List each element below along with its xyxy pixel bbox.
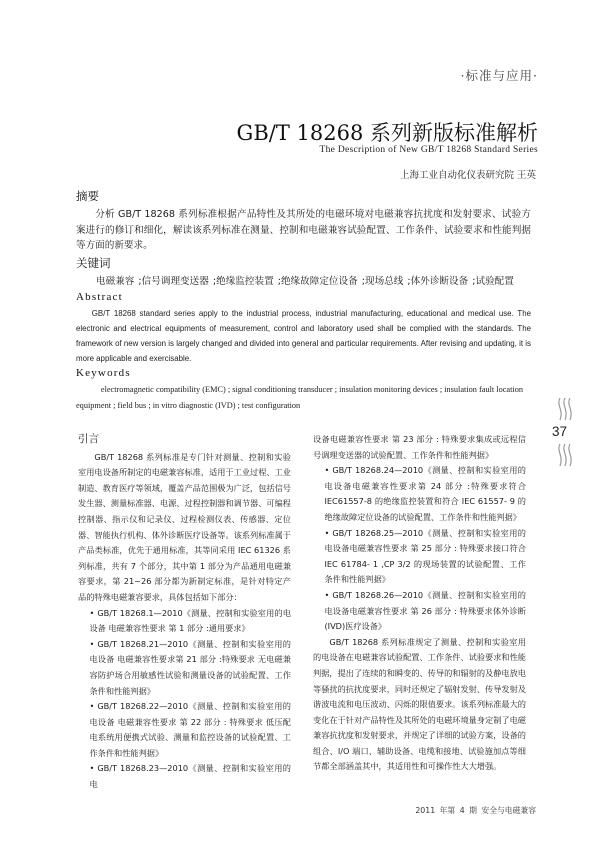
list-item: • GB/T 18268.1—2010《测量、控制和实验室用的电设备 电磁兼容性要求 第 1 部分 :通用要求》 xyxy=(89,607,291,634)
keywords-heading: 关键词 xyxy=(76,255,111,270)
abstract-english-heading: Abstract xyxy=(76,290,123,303)
front-matter xyxy=(76,188,531,413)
paragraph: GB/T 18268 系列标准规定了测量、控制和实验室用的电设备在电磁兼容试验配置、工作条件、试验要求和性能判据，提出了连续的和瞬变的、传导的和辐射的及静电放电等骚扰的抗扰度要求，同时还规定了辐射发射、传导发射及谐波电流和电压波动、闪烁的限值要求。该系列标准最大的变化在于针对产品特性及其所处的电磁环境量身定制了电磁兼容抗扰度和发射要求，并规定了详细的试验方案，设备的组合、I/O 端口、辅助设备、电缆和接地、试验施加点等细节都全部涵盖其中，其适用性和可操作性大大增强。 xyxy=(313,636,526,772)
abstract-heading: 摘要 xyxy=(76,189,99,203)
list-item: • GB/T 18268.25—2010《测量、控制和实验室用的电设备电磁兼容性要求 第 25 部分 : 特殊要求接口符合 IEC 61784- 1 ,CP 3/2 的现场装置的试验配置、工作条件和性能判据》 xyxy=(324,527,526,585)
keywords-english: electromagnetic compatibility (EMC) ; signal conditioning transducer ; insulation monitoring devices ; insulation fault location equipment ; field bus ; in vitro diagnostic (IVD) ; test configuration xyxy=(76,385,524,410)
article-title-english: The Description of New GB/T 18268 Standard Series xyxy=(319,145,538,155)
abstract-chinese: 分析 GB/T 18268 系列标准根据产品特性及其所处的电磁环境对电磁兼容抗扰度和发射要求、试验方案进行的修订和细化，解读该系列标准在测量、控制和电磁兼容试验配置、工作条件、试验要求和性能判据等方面的新要求。 xyxy=(76,209,531,251)
author-affiliation: 上海工业自动化仪表研究院 王英 xyxy=(399,170,536,181)
paragraph: GB/T 18268 系列标准是专门针对测量、控制和实验室用电设备所制定的电磁兼容标准，适用于工业过程、工业制造、教育医疗等领域，覆盖产品范围极为广泛，包括信号发生器、测量标准器、电源、过程控制器和调节器、可编程控制器、指示仪和记录仪、过程检测仪表、传感器、定位器、智能执行机构、体外诊断医疗设备等。该系列标准属于产品类标准，优先于通用标准，其等同采用 IEC 61326 系列标准，共有 7 个部分，其中第 1 部分为产品通用电磁兼容要求，第 21~26 部分都为新制定标准，是针对特定产品的特殊电磁兼容要求，具体包括如下部分： xyxy=(78,451,291,602)
body-column-right xyxy=(313,432,526,775)
article-title: GB/T 18268 系列新版标准解析 xyxy=(236,121,538,145)
keywords-english-heading: Keywords xyxy=(76,367,131,380)
page-ornament-bottom xyxy=(556,442,574,468)
introduction-heading: 引言 xyxy=(78,433,99,445)
list-item: • GB/T 18268.26—2010《测量、控制和实验室用的电设备电磁兼容性要求 第 26 部分 : 特殊要求体外诊断(IVD)医疗设备》 xyxy=(324,589,526,632)
page-number: 37 xyxy=(552,424,568,439)
body-column-left xyxy=(78,432,291,793)
page-ornament-top xyxy=(556,396,574,422)
list-item: • GB/T 18268.22—2010《测量、控制和实验室用的电设备 电磁兼容性要求 第 22 部分 : 特殊要求 低压配电系统用便携式试验、测量和监控设备的试验配置、工作条件和性能判据》 xyxy=(89,701,291,758)
section-tag: ·标准与应用· xyxy=(460,68,538,83)
paragraph: 设备电磁兼容性要求 第 23 部分 : 特殊要求集成或远程信号调理变送器的试验配置、工作条件和性能判据》 xyxy=(313,434,526,460)
list-item: • GB/T 18268.23—2010《测量、控制和实验室用的电 xyxy=(89,763,291,790)
list-item: • GB/T 18268.21—2010《测量、控制和实验室用的电设备 电磁兼容性要求第 21 部分 :特殊要求 无电磁兼容防护场合用敏感性试验和测量设备的试验配置、工作条件和性能判据》 xyxy=(89,638,291,696)
list-item: • GB/T 18268.24—2010《测量、控制和实验室用的电设备电磁兼容性要求第 24 部分 :特殊要求符合 IEC61557-8 的绝缘监控装置和符合 IEC 61557- 9 的绝缘故障定位设备的试验配置、工作条件和性能判据》 xyxy=(324,465,526,522)
keywords-chinese: 电磁兼容 ;信号调理变送器 ;绝缘监控装置 ;绝缘故障定位设备 ;现场总线 ;体外诊断设备 ;试验配置 xyxy=(96,275,514,287)
page-footer: 2011 年第 4 期 安全与电磁兼容 xyxy=(415,806,536,815)
abstract-english: GB/T 18268 standard series apply to the industrial process, industrial manufacturing, educational and medical use. The electronic and electrical equipments of measurement, control and laboratory used shall be complied with the standards. The framework of new version is largely changed and divided into general and particular requirements. After revising and updating, it is more applicable and exercisable. xyxy=(76,308,531,364)
